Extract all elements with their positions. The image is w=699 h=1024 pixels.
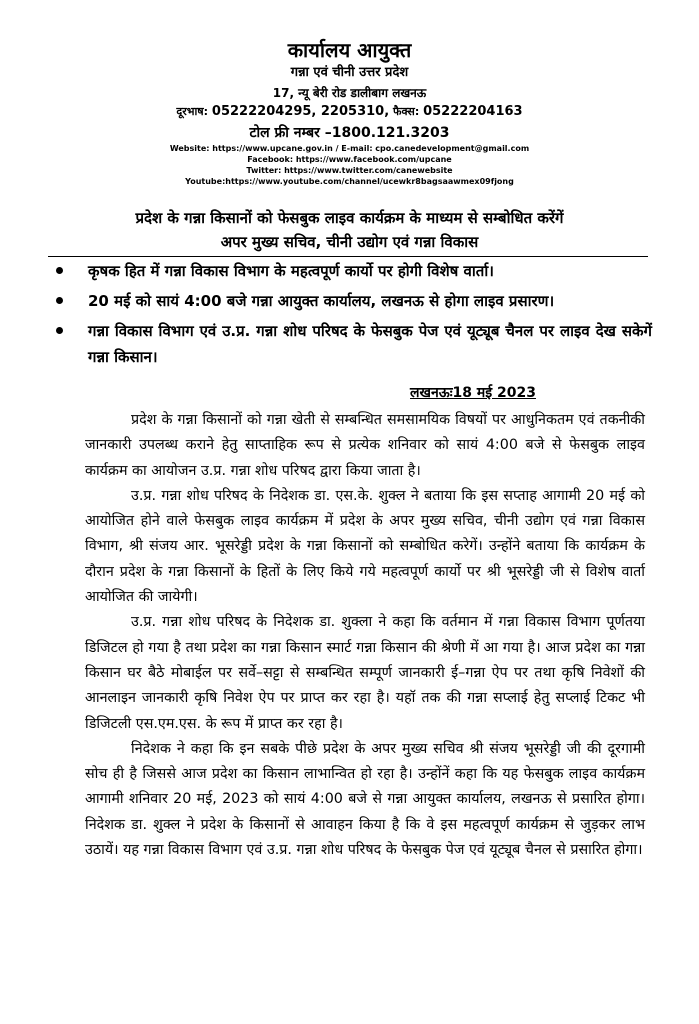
- headline-divider: [48, 256, 648, 257]
- tollfree-line: [0, 124, 699, 142]
- bullet-item: [48, 258, 652, 284]
- website-line[interactable]: Website: https://www.upcane.gov.in / E-mail: cpo.canedevelopment@gmail.com: [169, 144, 530, 153]
- bullet-dot-icon: [56, 327, 63, 334]
- twitter-line[interactable]: Twitter: https://www.twitter.com/canewebsite: [246, 166, 453, 175]
- facebook-line[interactable]: Facebook: https://www.facebook.com/upcane: [247, 155, 452, 164]
- paragraph: उ.प्र. गन्ना शोध परिषद के निदेशक डा. एस.के. शुक्ल ने बताया कि इस सप्ताह आगामी 20 मई को आयोजित होने वाले फेसबुक लाइव कार्यक्रम में प्रदेश के अपर मुख्य सचिव, चीनी उद्योग एवं गन्ना विकास विभाग, श्री संजय आर. भूसरेड्डी प्रदेश के गन्ना किसानों को सम्बोधित करेगें। उन्होंने बताया कि कार्यक्रम के दौरान प्रदेश के गन्ना किसानों के हितों के लिए किये गये महत्वपूर्ण कार्यो पर श्री भूसरेड्डी जी से विशेष वार्ता आयोजित की जायेगी।: [85, 487, 645, 606]
- paragraph: प्रदेश के गन्ना किसानों को गन्ना खेती से सम्बन्धित समसामयिक विषयों पर आधुनिकतम एवं तकनीकी जानकारी उपलब्ध कराने हेतु साप्ताहिक रूप से प्रत्येक शनिवार को सायं 4:00 बजे से फेसबुक लाइव कार्यक्रम का आयोजन उ.प्र. गन्ना शोध परिषद द्वारा किया जाता है।: [85, 412, 645, 479]
- bullet-dot-icon: [56, 297, 63, 304]
- phone-numbers: 05222204295, 2205310,: [211, 104, 390, 119]
- dateline: लखनऊः18 मई 2023: [410, 385, 536, 401]
- bullet-text: 20 मई को सायं 4:00 बजे गन्ना आयुक्त कार्यालय, लखनऊ से होगा लाइव प्रसारण।: [88, 292, 555, 310]
- youtube-line[interactable]: Youtube:https://www.youtube.com/channel/ucewkr8bagsaawmex09fjong: [185, 177, 514, 186]
- bullet-dot-icon: [56, 267, 63, 274]
- contact-links: [0, 143, 699, 187]
- tollfree-label: टोल फ्री नम्बर –: [249, 125, 332, 141]
- bullet-item: [48, 318, 652, 370]
- fax-label: फैक्स:: [393, 105, 420, 118]
- phone-label: दूरभाष:: [176, 105, 209, 118]
- office-subtitle: गन्ना एवं चीनी उत्तर प्रदेश: [290, 65, 409, 80]
- office-title: कार्यालय आयुक्त: [287, 38, 412, 62]
- article-body: [85, 408, 645, 863]
- office-address: 17, न्यू बेरी रोड डालीबाग लखनऊ: [272, 86, 427, 100]
- bullet-text: कृषक हित में गन्ना विकास विभाग के महत्वपूर्ण कार्यो पर होगी विशेष वार्ता।: [88, 262, 494, 280]
- headline-line-1: प्रदेश के गन्ना किसानों को फेसबुक लाइव कार्यक्रम के माध्यम से सम्बोधित करेंगें: [135, 209, 564, 227]
- fax-number: 05222204163: [423, 104, 523, 119]
- headline-line-2: अपर मुख्य सचिव, चीनी उद्योग एवं गन्ना विकास: [220, 233, 479, 251]
- bullet-text: गन्ना विकास विभाग एवं उ.प्र. गन्ना शोध परिषद के फेसबुक पेज एवं यूट्यूब चैनल पर लाइव देख सकेगें गन्ना किसान।: [88, 322, 652, 366]
- highlight-bullets: [48, 258, 652, 374]
- bullet-item: [48, 288, 652, 314]
- office-phone-line: [0, 104, 699, 120]
- paragraph: उ.प्र. गन्ना शोध परिषद के निदेशक डा. शुक्ला ने कहा कि वर्तमान में गन्ना विकास विभाग पूर्णतया डिजिटल हो गया है तथा प्रदेश का गन्ना किसान स्मार्ट गन्ना किसान की श्रेणी में आ गया है। आज प्रदेश का गन्ना किसान घर बैठे मोबाईल पर सर्वे–सट्टा से सम्बन्धित सम्पूर्ण जानकारी ई–गन्ना ऐप पर तथा कृषि निवेशों की आनलाइन जानकारी कृषि निवेश ऐप पर प्राप्त कर रहा है। यहॉ तक की गन्ना सप्लाई हेतु सप्लाई टिकट भी डिजिटली एस.एम.एस. के रूप में प्राप्त कर रहा है।: [85, 614, 645, 732]
- headline: [20, 206, 679, 254]
- tollfree-number: 1800.121.3203: [331, 125, 450, 141]
- paragraph: निदेशक ने कहा कि इन सबके पीछे प्रदेश के अपर मुख्य सचिव श्री संजय भूसरेड्डी जी की दूरगामी सोच ही है जिससे आज प्रदेश का किसान लाभान्वित हो रहा है। उन्होंनें कहा कि यह फेसबुक लाइव कार्यक्रम आगामी शनिवार 20 मई, 2023 को सायं 4:00 बजे से गन्ना आयुक्त कार्यालय, लखनऊ से प्रसारित होगा। निदेशक डा. शुक्ल ने प्रदेश के किसानों से आवाहन किया है कि वे इस महत्वपूर्ण कार्यक्रम से जुड़कर लाभ उठायें। यह गन्ना विकास विभाग एवं उ.प्र. गन्ना शोध परिषद के फेसबुक पेज एवं यूट्यूब चैनल से प्रसारित होगा।: [85, 740, 645, 859]
